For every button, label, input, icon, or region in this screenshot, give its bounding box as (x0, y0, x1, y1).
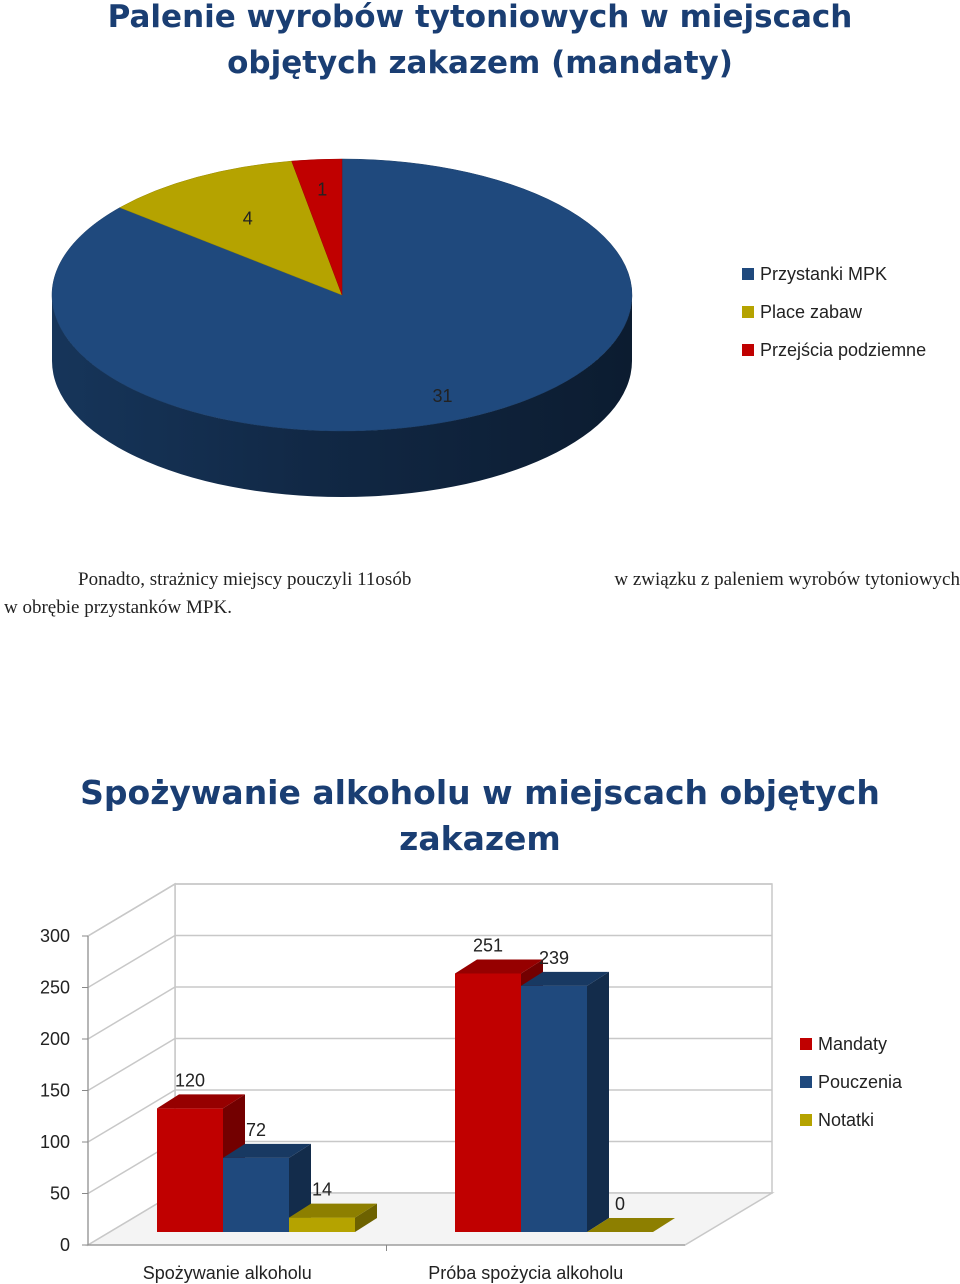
bar-data-label-3-1: 14 (311, 1179, 333, 1200)
bar-title-line2: zakazem (399, 819, 561, 858)
pie-legend-label: Przystanki MPK (760, 264, 888, 284)
y-tick-label-0: 0 (59, 1235, 70, 1255)
y-tick-label-2: 100 (39, 1132, 70, 1152)
pie-data-label-2: 4 (242, 208, 253, 229)
bar-data-label-2-1: 72 (245, 1119, 267, 1140)
bar-front (289, 1218, 355, 1232)
pie-legend-swatch (742, 344, 754, 356)
bar-legend-label: Notatki (818, 1110, 875, 1130)
y-tick-label-1: 50 (49, 1183, 70, 1204)
bar-chart (40, 884, 772, 1283)
note-line1-left: Ponadto, strażnicy miejscy pouczyli 11osób (78, 569, 412, 590)
bar-legend-label: Pouczenia (818, 1072, 903, 1092)
pie-title-line2: objętych zakazem (mandaty) (227, 45, 733, 81)
x-category-label-1: Spożywanie alkoholu (142, 1263, 312, 1283)
bar-data-label-2-2: 239 (538, 947, 570, 968)
y-tick-label-6: 300 (39, 926, 70, 946)
bar-legend-swatch (800, 1076, 812, 1088)
pie-legend-label: Place zabaw (760, 302, 863, 322)
bar-title-line1: Spożywanie alkoholu w miejscach objętych (80, 773, 880, 812)
bar-legend-swatch (800, 1114, 812, 1126)
y-tick-label-4: 200 (39, 1029, 70, 1049)
bar-front (157, 1108, 223, 1232)
bar-data-label-1-2: 251 (472, 935, 504, 956)
y-tick-label-3: 150 (39, 1080, 70, 1101)
bar-legend-swatch (800, 1038, 812, 1050)
pie-chart (52, 159, 632, 497)
pie-legend-swatch (742, 268, 754, 280)
bar-data-label-3-2: 0 (614, 1194, 626, 1214)
pie-title-line1: Palenie wyrobów tytoniowych w miejscach (107, 0, 853, 35)
pie-data-label-3: 1 (317, 179, 328, 200)
note-line2: w obrębie przystanków MPK. (4, 597, 232, 618)
bar-front (455, 973, 521, 1232)
bar-2-2 (521, 972, 609, 1232)
x-category-label-2: Próba spożycia alkoholu (428, 1263, 624, 1283)
bar-data-label-1-1: 120 (174, 1070, 206, 1091)
pie-legend-swatch (742, 306, 754, 318)
bar-legend-label: Mandaty (818, 1034, 888, 1054)
bar-front (223, 1158, 289, 1232)
y-tick-label-5: 250 (39, 977, 70, 998)
note-line1-right: w związku z paleniem wyrobów tytoniowych (614, 569, 960, 590)
pie-data-label-1: 31 (432, 386, 453, 407)
bar-front (521, 986, 587, 1232)
bar-side (587, 972, 609, 1232)
pie-legend-label: Przejścia podziemne (760, 340, 927, 360)
